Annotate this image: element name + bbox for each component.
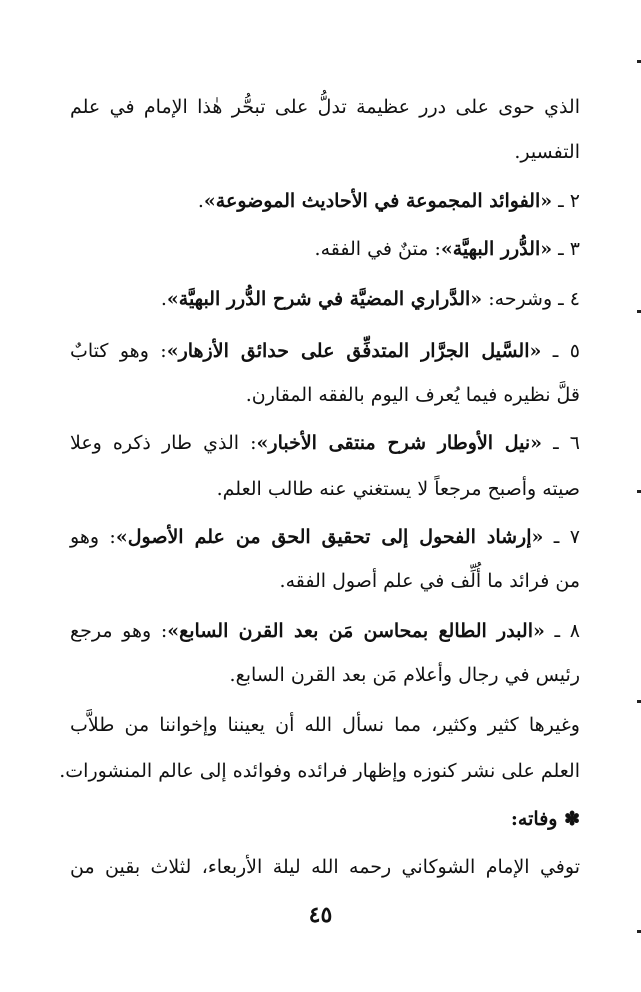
list-item-5-continuation bbox=[70, 380, 580, 410]
item-4-suffix: . bbox=[160, 288, 167, 310]
edge-mark bbox=[637, 930, 641, 933]
heading-title: ✽ وفاته: bbox=[510, 808, 580, 830]
item-4-prefix: ٤ ـ وشرحه: bbox=[482, 288, 580, 310]
item-2-suffix: . bbox=[197, 190, 204, 212]
item-6-suffix: : الذي طار ذكره وعلا bbox=[70, 432, 257, 454]
text-line-2 bbox=[70, 137, 580, 167]
list-item-4 bbox=[70, 284, 580, 314]
item-8-prefix: ٨ ـ bbox=[544, 620, 580, 642]
item-7-title: «إرشاد الفحول إلى تحقيق الحق من علم الأصول» bbox=[115, 526, 544, 548]
page-number: ٤٥ bbox=[308, 902, 333, 928]
list-item-7-continuation bbox=[70, 566, 580, 596]
paragraph-line-1-text: وغيرها كثير وكثير، مما نسأل الله أن يعيننا وإخواننا من طلاَّب bbox=[70, 714, 580, 736]
item-2-title: «الفوائد المجموعة في الأحاديث الموضوعة» bbox=[203, 190, 553, 212]
item-6-continuation-text: صيته وأصبح مرجعاً لا يستغني عنه طالب العلم. bbox=[216, 478, 580, 500]
item-5-prefix: ٥ ـ bbox=[541, 340, 580, 362]
item-3-prefix: ٣ ـ bbox=[552, 238, 580, 260]
edge-mark bbox=[637, 700, 641, 703]
list-item-6 bbox=[70, 428, 580, 458]
list-item-2 bbox=[70, 186, 580, 216]
item-8-suffix: : وهو مرجع bbox=[70, 620, 168, 642]
item-5-suffix: : وهو كتابٌ bbox=[70, 340, 167, 362]
item-7-continuation-text: من فرائد ما أُلِّف في علم أصول الفقه. bbox=[279, 570, 580, 592]
item-4-title: «الدَّراري المضيَّة في شرح الدُّرر البهيَّة» bbox=[166, 288, 483, 310]
text-line-1 bbox=[70, 92, 580, 122]
item-2-prefix: ٢ ـ bbox=[552, 190, 580, 212]
item-3-title: «الدُّرر البهيَّة» bbox=[440, 238, 553, 260]
death-paragraph-line bbox=[70, 852, 580, 882]
section-heading bbox=[70, 804, 580, 834]
edge-mark bbox=[637, 60, 641, 63]
list-item-6-continuation bbox=[70, 474, 580, 504]
list-item-3 bbox=[70, 234, 580, 264]
paragraph-line-1 bbox=[70, 710, 580, 740]
item-7-prefix: ٧ ـ bbox=[543, 526, 581, 548]
item-6-title: «نيل الأوطار شرح منتقى الأخبار» bbox=[256, 432, 543, 454]
paragraph-line-2-text: العلم على نشر كنوزه وإظهار فرائده وفوائده إلى عالم المنشورات. bbox=[59, 760, 580, 782]
list-item-5 bbox=[70, 336, 580, 366]
item-8-continuation-text: رئيس في رجال وأعلام مَن بعد القرن السابع. bbox=[229, 664, 580, 686]
line-2-text: التفسير. bbox=[514, 141, 580, 163]
edge-mark bbox=[637, 310, 641, 313]
death-paragraph-text: توفي الإمام الشوكاني رحمه الله ليلة الأربعاء، لثلاث بقين من bbox=[70, 856, 580, 878]
paragraph-line-2 bbox=[59, 756, 580, 786]
list-item-8-continuation bbox=[70, 660, 580, 690]
list-item-8 bbox=[70, 616, 580, 646]
item-5-continuation-text: قلَّ نظيره فيما يُعرف اليوم بالفقه المقارن. bbox=[245, 384, 580, 406]
item-3-suffix: : متنٌ في الفقه. bbox=[314, 238, 441, 260]
item-6-prefix: ٦ ـ bbox=[542, 432, 580, 454]
item-7-suffix: : وهو bbox=[70, 526, 116, 548]
list-item-7 bbox=[70, 522, 580, 552]
item-5-title: «السَّيل الجرَّار المتدفِّق على حدائق الأزهار» bbox=[166, 340, 542, 362]
item-8-title: «البدر الطالع بمحاسن مَن بعد القرن السابع» bbox=[167, 620, 545, 642]
edge-mark bbox=[637, 490, 641, 493]
line-1-text: الذي حوى على درر عظيمة تدلُّ على تبحُّر هٰذا الإمام في علم bbox=[70, 96, 580, 118]
